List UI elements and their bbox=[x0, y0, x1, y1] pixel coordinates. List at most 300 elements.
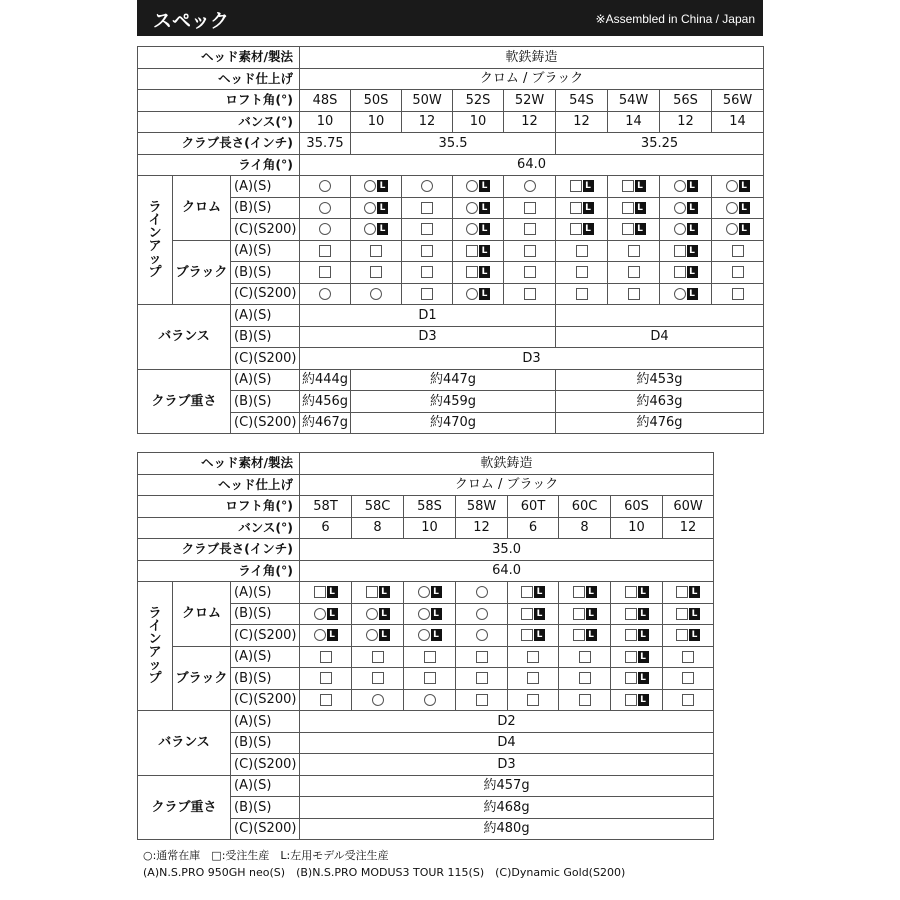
square-icon bbox=[421, 245, 433, 257]
row-loft bbox=[138, 496, 714, 518]
availability-mark bbox=[624, 651, 650, 663]
avail-cell bbox=[351, 240, 402, 262]
avail-cell bbox=[660, 240, 712, 262]
square-icon bbox=[576, 288, 588, 300]
avail-cell bbox=[402, 240, 453, 262]
weight-label: クラブ重さ bbox=[138, 775, 231, 840]
availability-mark bbox=[417, 608, 443, 620]
avail-cell bbox=[453, 219, 504, 241]
square-icon bbox=[676, 629, 688, 641]
availability-mark bbox=[363, 288, 389, 300]
left-hand-badge-icon: L bbox=[583, 223, 594, 235]
weight-cell: 約476g bbox=[556, 412, 764, 434]
loft-cell: 60T bbox=[508, 496, 559, 518]
shaft-a-label: (A)(S) bbox=[231, 582, 300, 604]
square-icon bbox=[570, 223, 582, 235]
left-hand-badge-icon: L bbox=[687, 202, 698, 214]
bounce-cell: 6 bbox=[508, 517, 559, 539]
avail-cell bbox=[456, 689, 508, 711]
circle-icon bbox=[674, 288, 686, 300]
availability-mark bbox=[469, 694, 495, 706]
row-black-a bbox=[138, 240, 764, 262]
head-material-label: ヘッド素材/製法 bbox=[138, 453, 300, 475]
loft-label: ロフト角(°) bbox=[138, 90, 300, 112]
availability-mark bbox=[312, 245, 338, 257]
avail-cell bbox=[352, 603, 404, 625]
square-icon bbox=[579, 651, 591, 663]
availability-mark bbox=[363, 266, 389, 278]
availability-mark bbox=[312, 288, 338, 300]
availability-mark bbox=[465, 223, 491, 235]
avail-cell bbox=[351, 283, 402, 305]
avail-cell bbox=[611, 603, 663, 625]
availability-mark bbox=[569, 180, 595, 192]
circle-icon bbox=[314, 629, 326, 641]
square-icon bbox=[682, 651, 694, 663]
availability-mark bbox=[569, 223, 595, 235]
shaft-a-label: (A)(S) bbox=[231, 646, 300, 668]
availability-mark bbox=[673, 245, 699, 257]
left-hand-badge-icon: L bbox=[379, 608, 390, 620]
square-icon bbox=[622, 180, 634, 192]
availability-mark bbox=[312, 266, 338, 278]
square-icon bbox=[570, 180, 582, 192]
length-cell: 35.5 bbox=[351, 133, 556, 155]
avail-cell bbox=[351, 197, 402, 219]
avail-cell bbox=[611, 689, 663, 711]
shaft-a-label: (A)(S) bbox=[231, 305, 300, 327]
left-hand-badge-icon: L bbox=[479, 202, 490, 214]
avail-cell bbox=[660, 219, 712, 241]
circle-icon bbox=[319, 202, 331, 214]
availability-mark bbox=[569, 288, 595, 300]
head-finish-value: クロム / ブラック bbox=[300, 474, 714, 496]
circle-icon bbox=[466, 180, 478, 192]
head-finish-value: クロム / ブラック bbox=[300, 68, 764, 90]
square-icon bbox=[579, 694, 591, 706]
lie-value: 64.0 bbox=[300, 154, 764, 176]
row-lie bbox=[138, 560, 714, 582]
lineup-label-text: ラインアップ bbox=[148, 606, 162, 686]
availability-mark bbox=[572, 694, 598, 706]
row-balance-c bbox=[138, 348, 764, 370]
avail-cell bbox=[559, 668, 611, 690]
availability-mark bbox=[414, 245, 440, 257]
shaft-a-label: (A)(S) bbox=[231, 775, 300, 797]
left-hand-badge-icon: L bbox=[739, 202, 750, 214]
circle-icon bbox=[364, 223, 376, 235]
avail-cell bbox=[556, 219, 608, 241]
black-label: ブラック bbox=[173, 240, 231, 305]
bounce-cell: 10 bbox=[351, 111, 402, 133]
avail-cell bbox=[608, 176, 660, 198]
loft-cell: 60S bbox=[611, 496, 663, 518]
avail-cell bbox=[559, 689, 611, 711]
avail-cell bbox=[351, 262, 402, 284]
circle-icon bbox=[726, 223, 738, 235]
lineup-label-text: ラインアップ bbox=[148, 200, 162, 280]
availability-mark bbox=[414, 266, 440, 278]
availability-mark bbox=[624, 586, 650, 598]
length-cell: 35.25 bbox=[556, 133, 764, 155]
loft-cell: 60C bbox=[559, 496, 611, 518]
square-icon bbox=[732, 288, 744, 300]
avail-cell bbox=[660, 176, 712, 198]
balance-value: D2 bbox=[300, 711, 714, 733]
avail-cell bbox=[352, 625, 404, 647]
availability-mark bbox=[312, 202, 338, 214]
balance-value: D1 bbox=[300, 305, 556, 327]
avail-cell bbox=[712, 262, 764, 284]
circle-icon bbox=[319, 223, 331, 235]
row-length bbox=[138, 539, 714, 561]
square-icon bbox=[466, 245, 478, 257]
avail-cell bbox=[663, 603, 714, 625]
availability-mark bbox=[417, 586, 443, 598]
loft-cell: 58T bbox=[300, 496, 352, 518]
left-hand-badge-icon: L bbox=[479, 266, 490, 278]
row-bounce bbox=[138, 517, 714, 539]
avail-cell bbox=[611, 646, 663, 668]
availability-mark bbox=[675, 672, 701, 684]
availability-mark bbox=[621, 223, 647, 235]
row-black-c bbox=[138, 283, 764, 305]
square-icon bbox=[527, 672, 539, 684]
square-icon bbox=[476, 651, 488, 663]
square-icon bbox=[576, 245, 588, 257]
availability-mark bbox=[417, 694, 443, 706]
avail-cell bbox=[508, 668, 559, 690]
availability-mark bbox=[365, 672, 391, 684]
shaft-c-label: (C)(S200) bbox=[231, 625, 300, 647]
bounce-cell: 6 bbox=[300, 517, 352, 539]
square-icon bbox=[625, 651, 637, 663]
bounce-cell: 12 bbox=[402, 111, 453, 133]
availability-mark bbox=[520, 651, 546, 663]
avail-cell bbox=[404, 689, 456, 711]
weight-value: 約480g bbox=[300, 818, 714, 840]
shaft-b-label: (B)(S) bbox=[231, 391, 300, 413]
row-head-material bbox=[138, 453, 714, 475]
circle-icon bbox=[314, 608, 326, 620]
avail-cell bbox=[402, 219, 453, 241]
availability-mark bbox=[673, 180, 699, 192]
row-balance-a bbox=[138, 711, 714, 733]
avail-cell bbox=[608, 197, 660, 219]
loft-cell: 52W bbox=[504, 90, 556, 112]
square-icon bbox=[320, 651, 332, 663]
lie-value: 64.0 bbox=[300, 560, 714, 582]
avail-cell bbox=[402, 262, 453, 284]
avail-cell bbox=[508, 646, 559, 668]
left-hand-badge-icon: L bbox=[479, 245, 490, 257]
avail-cell bbox=[660, 283, 712, 305]
left-hand-badge-icon: L bbox=[431, 629, 442, 641]
availability-mark bbox=[414, 202, 440, 214]
square-icon bbox=[421, 288, 433, 300]
shaft-c-label: (C)(S200) bbox=[231, 754, 300, 776]
square-icon bbox=[314, 586, 326, 598]
square-icon bbox=[625, 586, 637, 598]
avail-cell bbox=[300, 646, 352, 668]
circle-icon bbox=[421, 180, 433, 192]
square-icon bbox=[628, 245, 640, 257]
availability-mark bbox=[520, 672, 546, 684]
weight-cell: 約470g bbox=[351, 412, 556, 434]
availability-mark bbox=[414, 223, 440, 235]
square-icon bbox=[622, 223, 634, 235]
square-icon bbox=[674, 245, 686, 257]
shaft-c-label: (C)(S200) bbox=[231, 348, 300, 370]
left-hand-badge-icon: L bbox=[583, 202, 594, 214]
availability-mark bbox=[673, 288, 699, 300]
availability-mark bbox=[675, 608, 701, 620]
bounce-cell: 12 bbox=[556, 111, 608, 133]
availability-mark bbox=[414, 288, 440, 300]
length-value: 35.0 bbox=[300, 539, 714, 561]
availability-mark bbox=[517, 266, 543, 278]
avail-cell bbox=[402, 176, 453, 198]
square-icon bbox=[421, 223, 433, 235]
avail-cell bbox=[300, 176, 351, 198]
square-icon bbox=[366, 586, 378, 598]
avail-cell bbox=[660, 262, 712, 284]
bounce-label: バンス(°) bbox=[138, 517, 300, 539]
avail-cell bbox=[351, 219, 402, 241]
avail-cell bbox=[300, 582, 352, 604]
availability-mark bbox=[313, 672, 339, 684]
row-black-a bbox=[138, 646, 714, 668]
avail-cell bbox=[611, 582, 663, 604]
balance-value: D3 bbox=[300, 348, 764, 370]
row-balance-a bbox=[138, 305, 764, 327]
square-icon bbox=[676, 608, 688, 620]
avail-cell bbox=[402, 197, 453, 219]
loft-cell: 48S bbox=[300, 90, 351, 112]
availability-mark bbox=[673, 223, 699, 235]
availability-mark bbox=[469, 629, 495, 641]
availability-mark bbox=[469, 586, 495, 598]
row-weight-b bbox=[138, 391, 764, 413]
avail-cell bbox=[453, 176, 504, 198]
availability-mark bbox=[725, 202, 751, 214]
avail-cell bbox=[300, 240, 351, 262]
circle-icon bbox=[674, 202, 686, 214]
avail-cell bbox=[559, 625, 611, 647]
balance-value-blank bbox=[556, 305, 764, 327]
shaft-a-label: (A)(S) bbox=[231, 240, 300, 262]
availability-mark bbox=[517, 245, 543, 257]
left-hand-badge-icon: L bbox=[638, 629, 649, 641]
availability-mark bbox=[469, 608, 495, 620]
shaft-b-label: (B)(S) bbox=[231, 797, 300, 819]
availability-mark bbox=[520, 608, 546, 620]
row-balance-b bbox=[138, 326, 764, 348]
row-head-finish bbox=[138, 68, 764, 90]
avail-cell bbox=[404, 625, 456, 647]
availability-mark bbox=[313, 651, 339, 663]
availability-mark bbox=[365, 608, 391, 620]
availability-mark bbox=[624, 608, 650, 620]
shaft-a-label: (A)(S) bbox=[231, 711, 300, 733]
head-material-value: 軟鉄鋳造 bbox=[300, 47, 764, 69]
balance-value: D4 bbox=[300, 732, 714, 754]
avail-cell bbox=[556, 262, 608, 284]
square-icon bbox=[524, 202, 536, 214]
circle-icon bbox=[364, 180, 376, 192]
circle-icon bbox=[466, 223, 478, 235]
avail-cell bbox=[663, 646, 714, 668]
chrome-label: クロム bbox=[173, 582, 231, 647]
square-icon bbox=[476, 672, 488, 684]
availability-mark bbox=[313, 586, 339, 598]
chrome-label: クロム bbox=[173, 176, 231, 241]
square-icon bbox=[732, 266, 744, 278]
availability-mark bbox=[675, 651, 701, 663]
avail-cell bbox=[508, 582, 559, 604]
avail-cell bbox=[660, 197, 712, 219]
availability-mark bbox=[621, 202, 647, 214]
square-icon bbox=[372, 651, 384, 663]
left-hand-badge-icon: L bbox=[638, 586, 649, 598]
left-hand-badge-icon: L bbox=[379, 586, 390, 598]
bounce-cell: 8 bbox=[352, 517, 404, 539]
availability-mark bbox=[517, 288, 543, 300]
avail-cell bbox=[453, 262, 504, 284]
circle-icon bbox=[418, 608, 430, 620]
legend-symbols: ○:通常在庫 □:受注生産 L:左用モデル受注生産 bbox=[143, 849, 389, 862]
circle-icon bbox=[319, 288, 331, 300]
spec-table-1 bbox=[137, 46, 764, 434]
length-cell: 35.75 bbox=[300, 133, 351, 155]
availability-mark bbox=[313, 694, 339, 706]
square-icon bbox=[424, 651, 436, 663]
avail-cell bbox=[456, 582, 508, 604]
lineup-label bbox=[138, 176, 173, 305]
square-icon bbox=[421, 266, 433, 278]
square-icon bbox=[372, 672, 384, 684]
circle-icon bbox=[366, 608, 378, 620]
availability-mark bbox=[363, 180, 389, 192]
availability-mark bbox=[365, 586, 391, 598]
bounce-cell: 12 bbox=[456, 517, 508, 539]
avail-cell bbox=[456, 625, 508, 647]
left-hand-badge-icon: L bbox=[583, 180, 594, 192]
length-label: クラブ長さ(インチ) bbox=[138, 133, 300, 155]
left-hand-badge-icon: L bbox=[534, 608, 545, 620]
avail-cell bbox=[300, 625, 352, 647]
availability-mark bbox=[414, 180, 440, 192]
weight-label: クラブ重さ bbox=[138, 369, 231, 434]
shaft-c-label: (C)(S200) bbox=[231, 818, 300, 840]
left-hand-badge-icon: L bbox=[635, 223, 646, 235]
circle-icon bbox=[726, 202, 738, 214]
spec-header-bar bbox=[137, 0, 763, 36]
avail-cell bbox=[456, 646, 508, 668]
left-hand-badge-icon: L bbox=[687, 223, 698, 235]
left-hand-badge-icon: L bbox=[739, 223, 750, 235]
circle-icon bbox=[524, 180, 536, 192]
row-weight-c bbox=[138, 412, 764, 434]
row-lie bbox=[138, 154, 764, 176]
availability-mark bbox=[569, 245, 595, 257]
availability-mark bbox=[572, 672, 598, 684]
bounce-cell: 12 bbox=[504, 111, 556, 133]
avail-cell bbox=[300, 689, 352, 711]
shaft-c-label: (C)(S200) bbox=[231, 219, 300, 241]
bounce-cell: 10 bbox=[404, 517, 456, 539]
bounce-cell: 10 bbox=[453, 111, 504, 133]
balance-label: バランス bbox=[138, 711, 231, 776]
avail-cell bbox=[608, 240, 660, 262]
availability-mark bbox=[469, 672, 495, 684]
left-hand-badge-icon: L bbox=[586, 608, 597, 620]
bounce-cell: 10 bbox=[300, 111, 351, 133]
availability-mark bbox=[465, 288, 491, 300]
weight-cell: 約447g bbox=[351, 369, 556, 391]
head-finish-label: ヘッド仕上げ bbox=[138, 474, 300, 496]
left-hand-badge-icon: L bbox=[739, 180, 750, 192]
availability-mark bbox=[675, 586, 701, 598]
avail-cell bbox=[404, 582, 456, 604]
left-hand-badge-icon: L bbox=[687, 288, 698, 300]
left-hand-badge-icon: L bbox=[638, 694, 649, 706]
loft-cell: 56W bbox=[712, 90, 764, 112]
availability-mark bbox=[624, 694, 650, 706]
left-hand-badge-icon: L bbox=[635, 202, 646, 214]
square-icon bbox=[370, 245, 382, 257]
weight-cell: 約459g bbox=[351, 391, 556, 413]
bounce-cell: 12 bbox=[663, 517, 714, 539]
shaft-c-label: (C)(S200) bbox=[231, 412, 300, 434]
circle-icon bbox=[319, 180, 331, 192]
square-icon bbox=[570, 202, 582, 214]
square-icon bbox=[521, 629, 533, 641]
row-black-b bbox=[138, 262, 764, 284]
shaft-c-label: (C)(S200) bbox=[231, 283, 300, 305]
avail-cell bbox=[352, 582, 404, 604]
row-chrome-a bbox=[138, 582, 714, 604]
avail-cell bbox=[456, 603, 508, 625]
availability-mark bbox=[520, 586, 546, 598]
balance-label: バランス bbox=[138, 305, 231, 370]
left-hand-badge-icon: L bbox=[586, 629, 597, 641]
left-hand-badge-icon: L bbox=[534, 586, 545, 598]
avail-cell bbox=[300, 197, 351, 219]
shaft-b-label: (B)(S) bbox=[231, 262, 300, 284]
avail-cell bbox=[351, 176, 402, 198]
circle-icon bbox=[372, 694, 384, 706]
left-hand-badge-icon: L bbox=[377, 202, 388, 214]
balance-value: D3 bbox=[300, 754, 714, 776]
availability-mark bbox=[572, 629, 598, 641]
availability-mark bbox=[673, 202, 699, 214]
bounce-label: バンス(°) bbox=[138, 111, 300, 133]
left-hand-badge-icon: L bbox=[377, 180, 388, 192]
avail-cell bbox=[504, 197, 556, 219]
weight-cell: 約456g bbox=[300, 391, 351, 413]
weight-cell: 約444g bbox=[300, 369, 351, 391]
availability-mark bbox=[621, 180, 647, 192]
shaft-b-label: (B)(S) bbox=[231, 326, 300, 348]
square-icon bbox=[625, 608, 637, 620]
square-icon bbox=[424, 672, 436, 684]
availability-mark bbox=[725, 288, 751, 300]
availability-mark bbox=[621, 288, 647, 300]
left-hand-badge-icon: L bbox=[687, 266, 698, 278]
row-bounce bbox=[138, 111, 764, 133]
availability-mark bbox=[517, 180, 543, 192]
